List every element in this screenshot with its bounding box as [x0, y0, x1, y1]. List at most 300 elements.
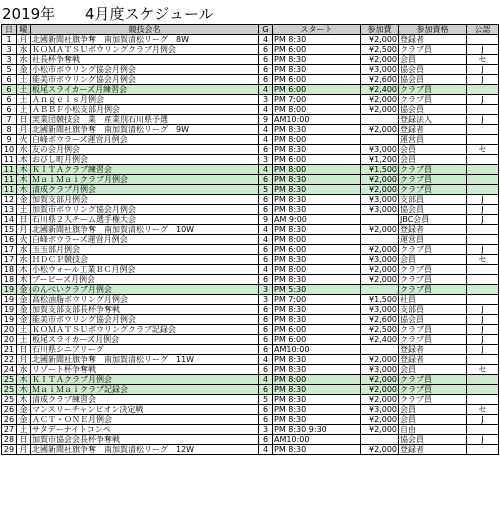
cell-qualification: クラブ員 — [399, 95, 467, 105]
cell-start: PM 6:00 — [273, 335, 361, 345]
cell-day: 21 — [2, 345, 17, 355]
cell-official: J — [467, 115, 499, 125]
cell-start: PM 8:00 — [273, 265, 361, 275]
cell-weekday: 土 — [17, 205, 31, 215]
cell-day: 7 — [2, 115, 17, 125]
cell-start: PM 8:30 — [273, 315, 361, 325]
cell-day: 19 — [2, 295, 17, 305]
cell-qualification: クラブ員 — [399, 385, 467, 395]
cell-g: 6 — [259, 255, 273, 265]
cell-fee: ¥3,000 — [361, 305, 399, 315]
cell-start: PM 8:30 — [273, 205, 361, 215]
cell-event-name: ブーピーズ月例会 — [31, 275, 259, 285]
cell-g: 3 — [259, 295, 273, 305]
cell-qualification: 会員 — [399, 365, 467, 375]
cell-fee — [361, 235, 399, 245]
table-row — [2, 95, 499, 105]
cell-official: J — [467, 345, 499, 355]
cell-weekday: 月 — [17, 355, 31, 365]
cell-official — [467, 185, 499, 195]
cell-day: 24 — [2, 365, 17, 375]
cell-event-name: 石川県シニアリーグ — [31, 345, 259, 355]
cell-weekday: 水 — [17, 45, 31, 55]
cell-fee: ¥2,400 — [361, 335, 399, 345]
cell-fee: ¥2,000 — [361, 105, 399, 115]
cell-day: 11 — [2, 165, 17, 175]
table-row — [2, 245, 499, 255]
table-row — [2, 255, 499, 265]
table-row — [2, 185, 499, 195]
table-row — [2, 315, 499, 325]
table-row — [2, 195, 499, 205]
cell-weekday: 水 — [17, 55, 31, 65]
cell-event-name: おびし町月例会 — [31, 155, 259, 165]
cell-official — [467, 265, 499, 275]
cell-qualification: 登録者 — [399, 225, 467, 235]
cell-day: 26 — [2, 405, 17, 415]
cell-day: 27 — [2, 425, 17, 435]
cell-official — [467, 395, 499, 405]
cell-event-name: 北國新聞社旗争奪 南加賀清松リーグ 11W — [31, 355, 259, 365]
cell-official — [467, 295, 499, 305]
cell-fee: ¥3,000 — [361, 145, 399, 155]
cell-g: 3 — [259, 285, 273, 295]
schedule-table — [1, 24, 499, 455]
cell-start: PM 6:00 — [273, 325, 361, 335]
cell-start: PM 5:30 — [273, 285, 361, 295]
cell-official — [467, 105, 499, 115]
cell-qualification: 自由 — [399, 425, 467, 435]
cell-official: J — [467, 245, 499, 255]
cell-fee: ¥2,000 — [361, 395, 399, 405]
cell-fee: ¥2,000 — [361, 385, 399, 395]
table-row — [2, 225, 499, 235]
cell-official: J — [467, 45, 499, 55]
table-row — [2, 385, 499, 395]
cell-official — [467, 85, 499, 95]
cell-official — [467, 285, 499, 295]
table-row — [2, 265, 499, 275]
cell-qualification: 会員 — [399, 405, 467, 415]
cell-g: 9 — [259, 115, 273, 125]
cell-g: 6 — [259, 275, 273, 285]
cell-fee — [361, 115, 399, 125]
cell-event-name: リゾート杯争奪戦 — [31, 365, 259, 375]
cell-weekday: 水 — [17, 145, 31, 155]
cell-g: 6 — [259, 335, 273, 345]
cell-weekday: 木 — [17, 165, 31, 175]
cell-day: 3 — [2, 45, 17, 55]
cell-start: PM 8:30 — [273, 55, 361, 65]
table-row — [2, 145, 499, 155]
header-weekday: 曜 — [17, 25, 31, 35]
cell-start: AM10:00 — [273, 345, 361, 355]
cell-qualification: 会員 — [399, 55, 467, 65]
cell-g: 6 — [259, 345, 273, 355]
header-day: 日 — [2, 25, 17, 35]
cell-official — [467, 125, 499, 135]
cell-qualification: 支部員 — [399, 195, 467, 205]
cell-weekday: 木 — [17, 395, 31, 405]
cell-fee: ¥2,000 — [361, 55, 399, 65]
cell-g: 4 — [259, 105, 273, 115]
table-row — [2, 335, 499, 345]
cell-fee: ¥1,500 — [361, 295, 399, 305]
cell-day: 25 — [2, 375, 17, 385]
table-row — [2, 435, 499, 445]
cell-day: 19 — [2, 315, 17, 325]
cell-weekday: 木 — [17, 175, 31, 185]
cell-g: 6 — [259, 175, 273, 185]
cell-official: セ — [467, 405, 499, 415]
cell-fee — [361, 285, 399, 295]
table-row — [2, 285, 499, 295]
cell-official: J — [467, 75, 499, 85]
header-start: スタート — [273, 25, 361, 35]
cell-day: 12 — [2, 195, 17, 205]
cell-qualification: クラブ員 — [399, 185, 467, 195]
cell-fee: ¥2,500 — [361, 45, 399, 55]
cell-day: 17 — [2, 245, 17, 255]
cell-qualification: 会員 — [399, 255, 467, 265]
cell-qualification: クラブ員 — [399, 165, 467, 175]
title-year: 2019年 — [2, 5, 56, 23]
cell-fee: ¥2,000 — [361, 175, 399, 185]
cell-event-name: 加賀市協会会長杯争奪戦 — [31, 435, 259, 445]
table-row — [2, 135, 499, 145]
cell-start: PM 8:30 — [273, 225, 361, 235]
cell-day: 25 — [2, 395, 17, 405]
cell-day: 13 — [2, 205, 17, 215]
cell-start: PM 8:30 — [273, 445, 361, 455]
table-row — [2, 215, 499, 225]
cell-g: 4 — [259, 265, 273, 275]
cell-day: 6 — [2, 105, 17, 115]
cell-start: PM 8:30 — [273, 405, 361, 415]
cell-weekday: 日 — [17, 345, 31, 355]
cell-day: 11 — [2, 185, 17, 195]
cell-weekday: 土 — [17, 325, 31, 335]
cell-start: PM 8:30 — [273, 145, 361, 155]
cell-g: 6 — [259, 55, 273, 65]
cell-start: PM 8:30 — [273, 125, 361, 135]
cell-qualification: クラブ員 — [399, 275, 467, 285]
cell-official: J — [467, 415, 499, 425]
cell-event-name: ＭａｉＭａｉクラブ記録会 — [31, 385, 259, 395]
cell-fee — [361, 345, 399, 355]
cell-qualification: 登録者 — [399, 125, 467, 135]
header-name: 競技会名 — [31, 25, 259, 35]
cell-weekday: 水 — [17, 365, 31, 375]
cell-event-name: 北國新聞社旗争奪 南加賀清松リーグ 8W — [31, 35, 259, 45]
cell-day: 19 — [2, 305, 17, 315]
cell-official — [467, 385, 499, 395]
cell-g: 3 — [259, 155, 273, 165]
cell-official: J — [467, 205, 499, 215]
cell-official: セ — [467, 255, 499, 265]
cell-qualification: 協会員 — [399, 75, 467, 85]
cell-g: 4 — [259, 235, 273, 245]
cell-fee — [361, 215, 399, 225]
table-row — [2, 415, 499, 425]
cell-fee: ¥2,000 — [361, 185, 399, 195]
cell-event-name: ＨＤＣＰ競技会 — [31, 255, 259, 265]
cell-qualification: 会員 — [399, 145, 467, 155]
cell-official — [467, 275, 499, 285]
cell-event-name: Ａｎｇｅｌｓ月例会 — [31, 95, 259, 105]
table-row — [2, 35, 499, 45]
schedule-title — [0, 0, 500, 24]
cell-qualification: JBC会員 — [399, 215, 467, 225]
cell-event-name: 加賀支部支部長杯争奪戦 — [31, 305, 259, 315]
cell-qualification: クラブ員 — [399, 85, 467, 95]
cell-official — [467, 445, 499, 455]
cell-start: PM 8:30 — [273, 395, 361, 405]
cell-day: 18 — [2, 265, 17, 275]
table-row — [2, 175, 499, 185]
cell-day: 25 — [2, 385, 17, 395]
cell-official — [467, 375, 499, 385]
cell-event-name: 玉玉部月例会 — [31, 245, 259, 255]
cell-fee: ¥2,400 — [361, 85, 399, 95]
cell-qualification: クラブ員 — [399, 265, 467, 275]
cell-event-name: ＭａｉＭａｉクラブ月例会 — [31, 175, 259, 185]
cell-fee: ¥2,500 — [361, 325, 399, 335]
cell-qualification: 支部員 — [399, 305, 467, 315]
table-row — [2, 165, 499, 175]
cell-official: J — [467, 215, 499, 225]
cell-start: PM 6:00 — [273, 75, 361, 85]
cell-event-name: ＫＩＴＡクラブ月例会 — [31, 375, 259, 385]
cell-g: 6 — [259, 365, 273, 375]
cell-event-name: 友の会月例会 — [31, 145, 259, 155]
table-row — [2, 105, 499, 115]
cell-qualification: 協会員 — [399, 435, 467, 445]
cell-fee: ¥3,000 — [361, 205, 399, 215]
cell-qualification: 登録法人 — [399, 115, 467, 125]
table-row — [2, 325, 499, 335]
cell-g: 4 — [259, 135, 273, 145]
cell-official: セ — [467, 145, 499, 155]
cell-g: 3 — [259, 425, 273, 435]
cell-g: 6 — [259, 405, 273, 415]
cell-start: PM 8:30 — [273, 195, 361, 205]
cell-g: 6 — [259, 45, 273, 55]
table-row — [2, 405, 499, 415]
cell-qualification: 会員 — [399, 155, 467, 165]
cell-day: 18 — [2, 275, 17, 285]
cell-day: 6 — [2, 75, 17, 85]
cell-event-name: 能美市ボウリング協会月例会 — [31, 315, 259, 325]
cell-fee: ¥3,000 — [361, 365, 399, 375]
cell-event-name: サタデーナイトコンペ — [31, 425, 259, 435]
cell-event-name: マンスリーチャンピオン決定戦 — [31, 405, 259, 415]
cell-weekday: 日 — [17, 215, 31, 225]
cell-official — [467, 155, 499, 165]
cell-qualification: 登録者 — [399, 445, 467, 455]
cell-day: 6 — [2, 85, 17, 95]
cell-day: 16 — [2, 235, 17, 245]
cell-g: 5 — [259, 395, 273, 405]
cell-g: 4 — [259, 355, 273, 365]
table-row — [2, 355, 499, 365]
cell-start: PM 8:00 — [273, 165, 361, 175]
cell-official: J — [467, 325, 499, 335]
cell-weekday: 木 — [17, 375, 31, 385]
table-row — [2, 75, 499, 85]
cell-day: 11 — [2, 155, 17, 165]
cell-event-name: ＡＣＴ・ＯＮＥ月例会 — [31, 415, 259, 425]
cell-weekday: 金 — [17, 65, 31, 75]
cell-day: 11 — [2, 175, 17, 185]
cell-start: PM 8:00 — [273, 235, 361, 245]
cell-weekday: 土 — [17, 335, 31, 345]
cell-official — [467, 165, 499, 175]
table-row — [2, 155, 499, 165]
cell-start: PM 8:30 — [273, 385, 361, 395]
cell-day: 19 — [2, 285, 17, 295]
cell-qualification: 協会員 — [399, 315, 467, 325]
cell-day: 15 — [2, 225, 17, 235]
cell-weekday: 火 — [17, 235, 31, 245]
cell-weekday: 土 — [17, 425, 31, 435]
cell-event-name: 加賀市ボウリング協会月例会 — [31, 205, 259, 215]
table-row — [2, 125, 499, 135]
cell-weekday: 金 — [17, 295, 31, 305]
cell-event-name: 実業団競技会 業 産業別石川県予選 — [31, 115, 259, 125]
cell-g: 4 — [259, 375, 273, 385]
cell-fee: ¥2,000 — [361, 445, 399, 455]
cell-day: 14 — [2, 215, 17, 225]
cell-fee: ¥3,000 — [361, 255, 399, 265]
cell-start: PM 8:30 — [273, 355, 361, 365]
cell-day: 5 — [2, 65, 17, 75]
cell-day: 26 — [2, 415, 17, 425]
table-row — [2, 445, 499, 455]
cell-weekday: 水 — [17, 255, 31, 265]
cell-qualification: 協会員 — [399, 65, 467, 75]
cell-g: 4 — [259, 85, 273, 95]
cell-fee: ¥2,000 — [361, 415, 399, 425]
cell-g: 5 — [259, 185, 273, 195]
cell-official — [467, 355, 499, 365]
cell-start: PM 8:30 — [273, 175, 361, 185]
cell-weekday: 月 — [17, 35, 31, 45]
cell-start: PM 8:30 — [273, 185, 361, 195]
cell-day: 8 — [2, 125, 17, 135]
cell-weekday: 土 — [17, 85, 31, 95]
cell-start: PM 8:30 — [273, 65, 361, 75]
cell-day: 29 — [2, 445, 17, 455]
cell-start: AM10:00 — [273, 115, 361, 125]
cell-official — [467, 235, 499, 245]
cell-weekday: 月 — [17, 125, 31, 135]
cell-event-name: 板尾スライカーズ月練習会 — [31, 85, 259, 95]
cell-qualification: 協会員 — [399, 105, 467, 115]
cell-weekday: 水 — [17, 245, 31, 255]
cell-start: PM 6:00 — [273, 155, 361, 165]
cell-weekday: 土 — [17, 75, 31, 85]
cell-day: 17 — [2, 255, 17, 265]
cell-start: PM 8:30 — [273, 255, 361, 265]
cell-day: 10 — [2, 145, 17, 155]
cell-event-name: 清成クラブ月例会 — [31, 185, 259, 195]
table-row — [2, 55, 499, 65]
cell-qualification: 協会員 — [399, 205, 467, 215]
cell-event-name: 石川県２人チーム選手権大会 — [31, 215, 259, 225]
cell-g: 6 — [259, 245, 273, 255]
cell-event-name: 高松油脂ボウリング月例会 — [31, 295, 259, 305]
header-g: G — [259, 25, 273, 35]
table-row — [2, 305, 499, 315]
cell-qualification: 運営員 — [399, 135, 467, 145]
cell-start: PM 6:00 — [273, 45, 361, 55]
cell-g: 6 — [259, 205, 273, 215]
cell-start: PM 7:00 — [273, 95, 361, 105]
cell-g: 4 — [259, 445, 273, 455]
cell-event-name: 社長杯争奪戦 — [31, 55, 259, 65]
table-row — [2, 375, 499, 385]
cell-official: J — [467, 65, 499, 75]
cell-weekday: 木 — [17, 275, 31, 285]
cell-fee: ¥3,000 — [361, 405, 399, 415]
title-month: 4月度スケジュール — [85, 5, 214, 23]
cell-day: 1 — [2, 35, 17, 45]
cell-official: セ — [467, 55, 499, 65]
cell-qualification: クラブ員 — [399, 45, 467, 55]
cell-g: 6 — [259, 435, 273, 445]
cell-event-name: 小松市ボウリング協会月例会 — [31, 65, 259, 75]
table-row — [2, 65, 499, 75]
cell-weekday: 日 — [17, 435, 31, 445]
cell-weekday: 木 — [17, 155, 31, 165]
cell-start: PM 8:00 — [273, 375, 361, 385]
cell-start: PM 8:00 — [273, 135, 361, 145]
cell-weekday: 木 — [17, 185, 31, 195]
cell-event-name: 北國新聞社旗争奪 南加賀清松リーグ 12W — [31, 445, 259, 455]
cell-event-name: のんべいクラブ月例会 — [31, 285, 259, 295]
cell-fee: ¥2,000 — [361, 265, 399, 275]
cell-qualification: 登録者 — [399, 345, 467, 355]
header-row — [2, 25, 499, 35]
cell-qualification: クラブ員 — [399, 285, 467, 295]
cell-weekday: 月 — [17, 445, 31, 455]
cell-g: 9 — [259, 215, 273, 225]
cell-event-name: ＫＯＭＡＴＳＵボウリングクラブ月例会 — [31, 45, 259, 55]
cell-weekday: 金 — [17, 315, 31, 325]
cell-fee: ¥2,600 — [361, 315, 399, 325]
cell-start: PM 6:00 — [273, 245, 361, 255]
table-row — [2, 205, 499, 215]
cell-weekday: 日 — [17, 115, 31, 125]
cell-g: 6 — [259, 385, 273, 395]
cell-g: 6 — [259, 145, 273, 155]
cell-event-name: ＫＩＴＡクラブ練習会 — [31, 165, 259, 175]
table-row — [2, 235, 499, 245]
table-row — [2, 425, 499, 435]
cell-official: J — [467, 435, 499, 445]
cell-weekday: 金 — [17, 195, 31, 205]
cell-fee: ¥2,000 — [361, 425, 399, 435]
cell-g: 4 — [259, 225, 273, 235]
cell-g: 3 — [259, 95, 273, 105]
cell-g: 6 — [259, 75, 273, 85]
cell-fee: ¥2,000 — [361, 35, 399, 45]
cell-fee: ¥2,000 — [361, 275, 399, 285]
cell-g: 6 — [259, 65, 273, 75]
header-qual: 参加資格 — [399, 25, 467, 35]
cell-qualification: クラブ員 — [399, 175, 467, 185]
